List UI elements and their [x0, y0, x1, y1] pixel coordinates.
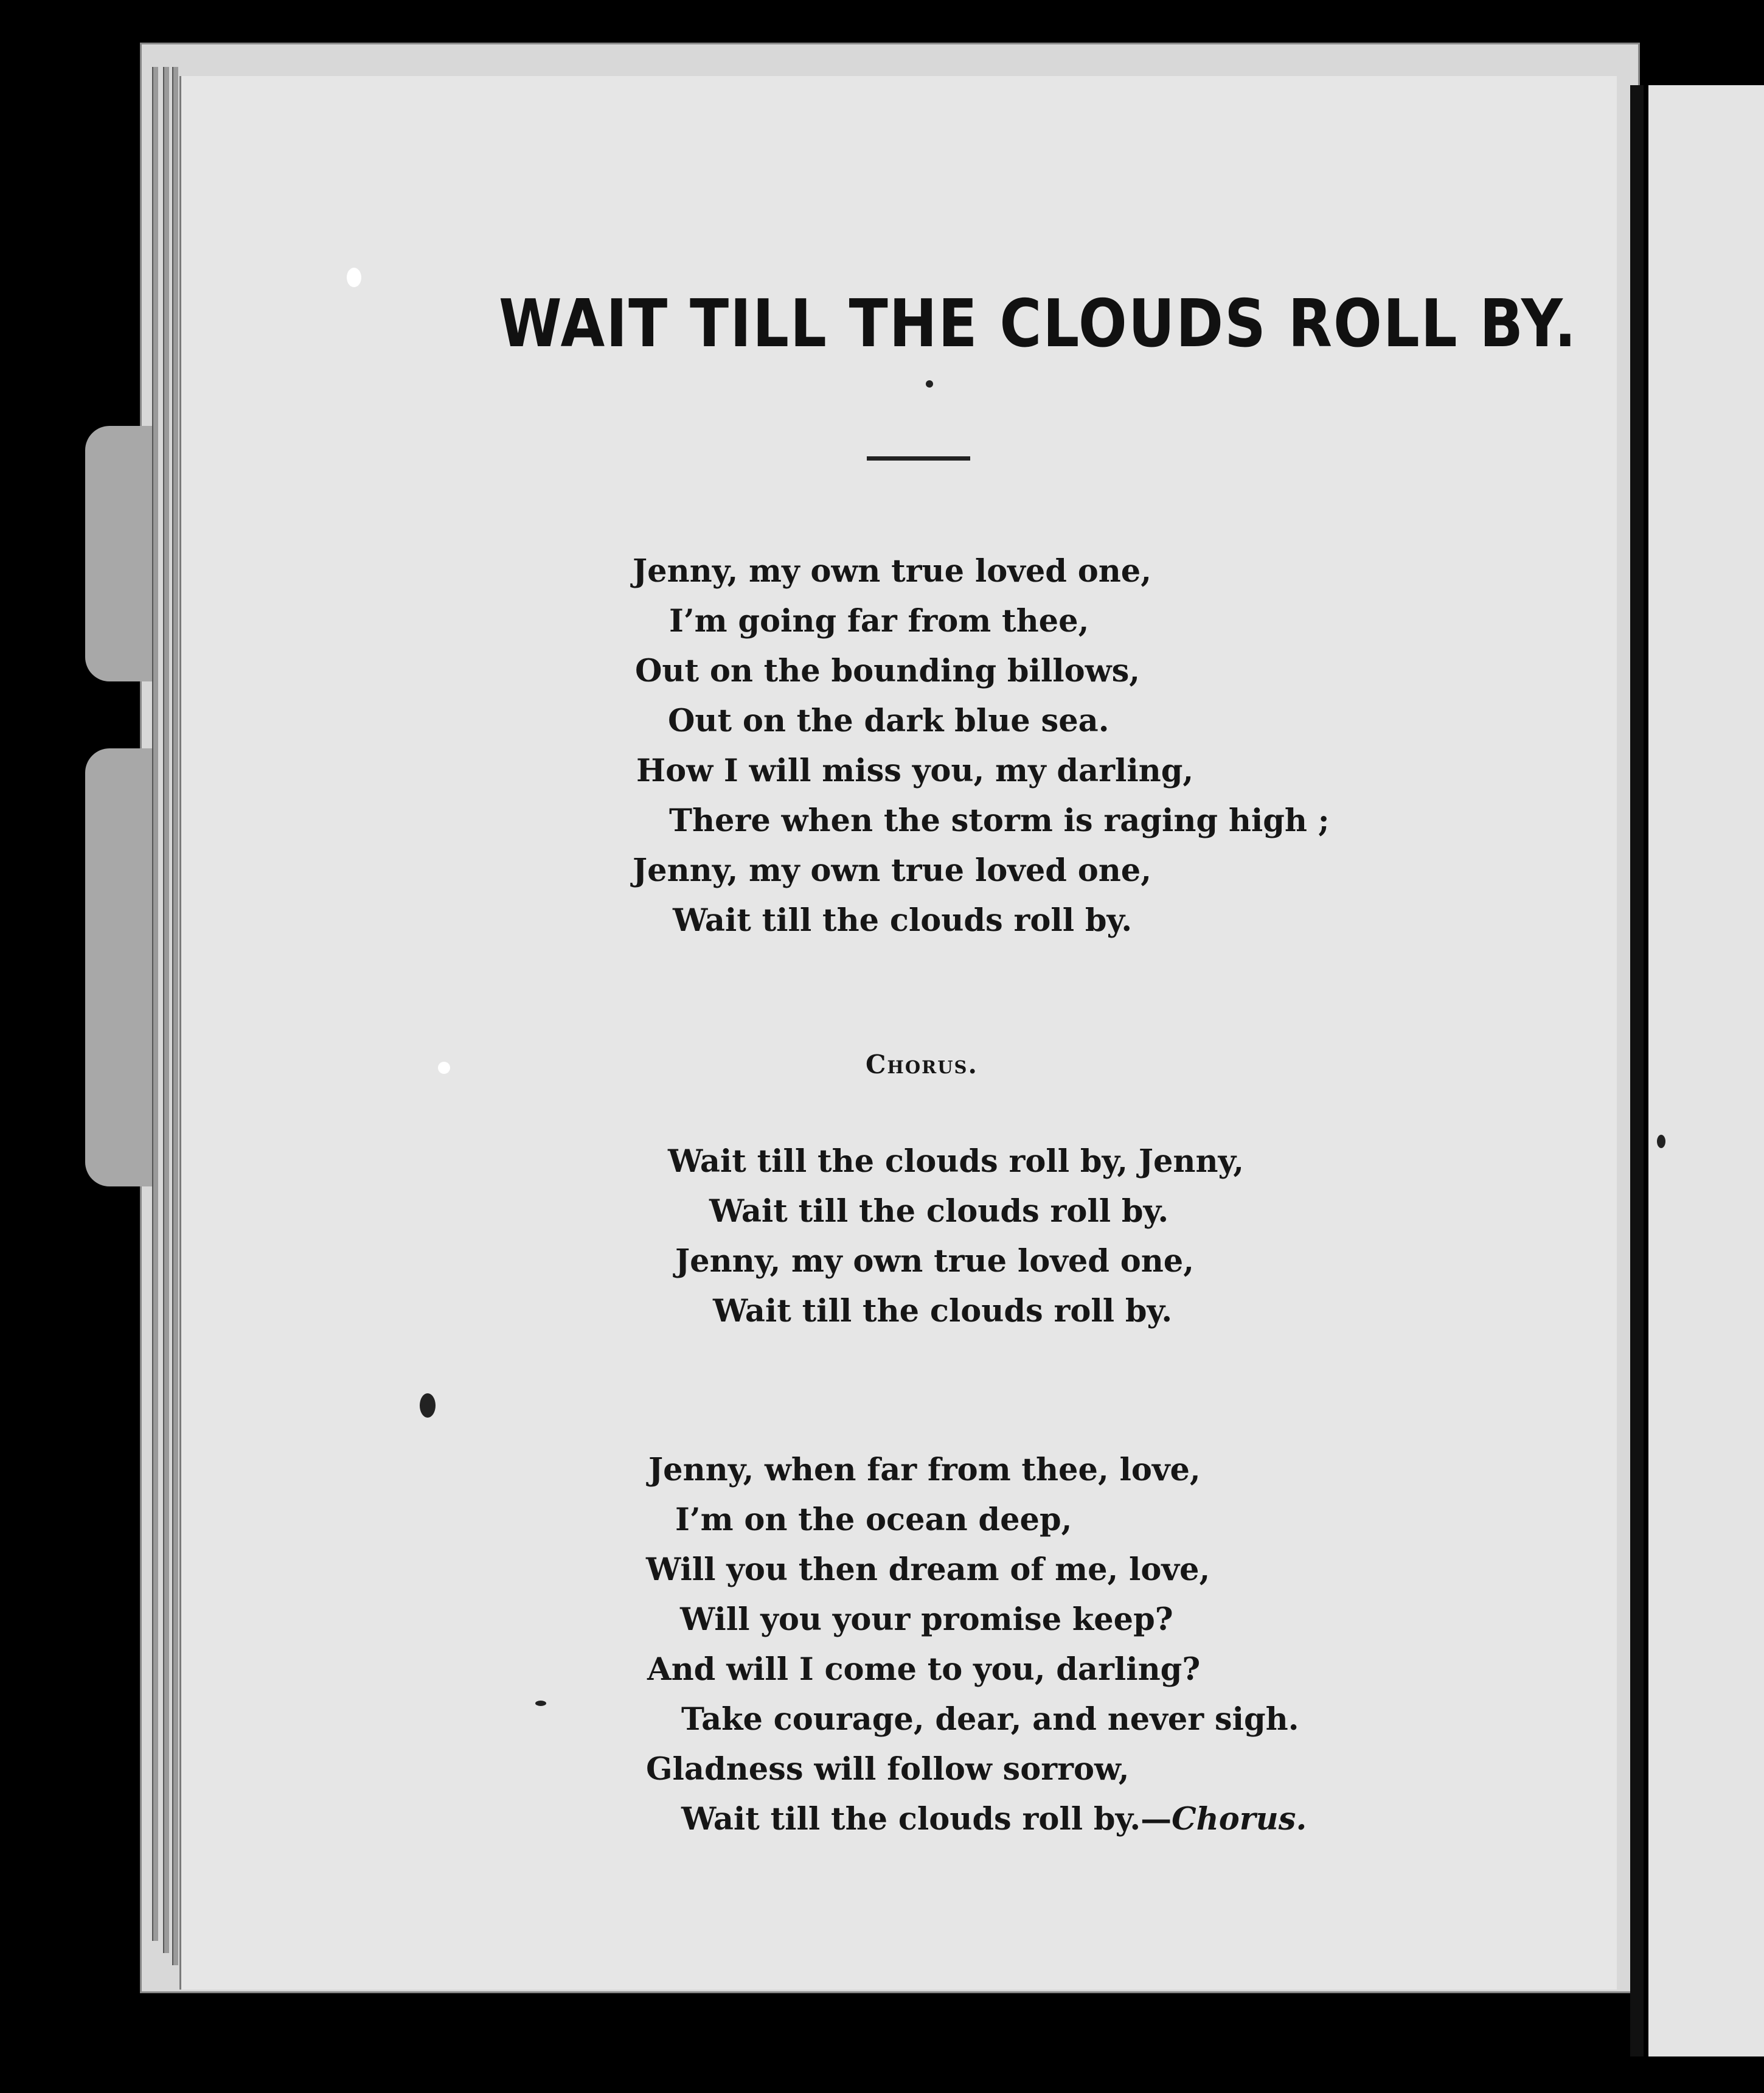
chorus-line: Wait till the clouds roll by. [713, 1293, 1173, 1329]
verse-line: Jenny, when far from thee, love, [648, 1452, 1201, 1488]
verse-line: I’m going far from thee, [669, 603, 1089, 639]
paper-speck [347, 268, 361, 287]
verse-line: Out on the bounding billows, [635, 653, 1141, 689]
title-ornament-dot [926, 380, 933, 388]
verse-line: How I will miss you, my darling, [636, 753, 1194, 789]
verse-line: And will I come to you, darling? [647, 1651, 1201, 1688]
page-stain [85, 748, 152, 1186]
chorus-reference: Chorus. [1172, 1801, 1307, 1837]
paper-speck [438, 1062, 450, 1074]
verse-line: Jenny, my own true loved one, [633, 553, 1152, 590]
verse-line: Wait till the clouds roll by. [673, 902, 1133, 939]
verse-line: Jenny, my own true loved one, [633, 852, 1152, 889]
chorus-line: Jenny, my own true loved one, [675, 1243, 1195, 1280]
ink-speck [420, 1393, 436, 1418]
verse-line: Out on the dark blue sea. [668, 703, 1109, 739]
page-stain [85, 426, 152, 681]
verse-line: There when the storm is raging high ; [669, 803, 1330, 839]
page-edge [163, 67, 169, 1953]
facing-page-edge [1648, 85, 1764, 2056]
ink-speck [535, 1701, 546, 1706]
verse-line: Will you then dream of me, love, [646, 1551, 1210, 1588]
verse-line: Will you your promise keep? [680, 1601, 1173, 1638]
chorus [668, 1137, 1244, 1336]
chorus-heading: Chorus. [866, 1050, 979, 1079]
page-edge [152, 67, 158, 1941]
chorus-line: Wait till the clouds roll by. [709, 1193, 1169, 1230]
verse-line: Gladness will follow sorrow, [646, 1751, 1130, 1788]
verse-line-final [681, 1794, 1307, 1844]
song-title: WAIT TILL THE CLOUDS ROLL BY. [499, 286, 1578, 363]
verse-line: I’m on the ocean deep, [675, 1502, 1072, 1538]
verse-1 [633, 546, 1330, 946]
verse-2 [646, 1445, 1307, 1844]
verse-line-text: Wait till the clouds roll by.— [681, 1801, 1172, 1837]
ink-speck [1657, 1135, 1665, 1148]
chorus-line: Wait till the clouds roll by, Jenny, [668, 1143, 1245, 1180]
title-rule [867, 456, 970, 461]
gutter-line [1630, 85, 1644, 2056]
page-edge [172, 67, 178, 1965]
verse-line: Take courage, dear, and never sigh. [681, 1701, 1299, 1738]
